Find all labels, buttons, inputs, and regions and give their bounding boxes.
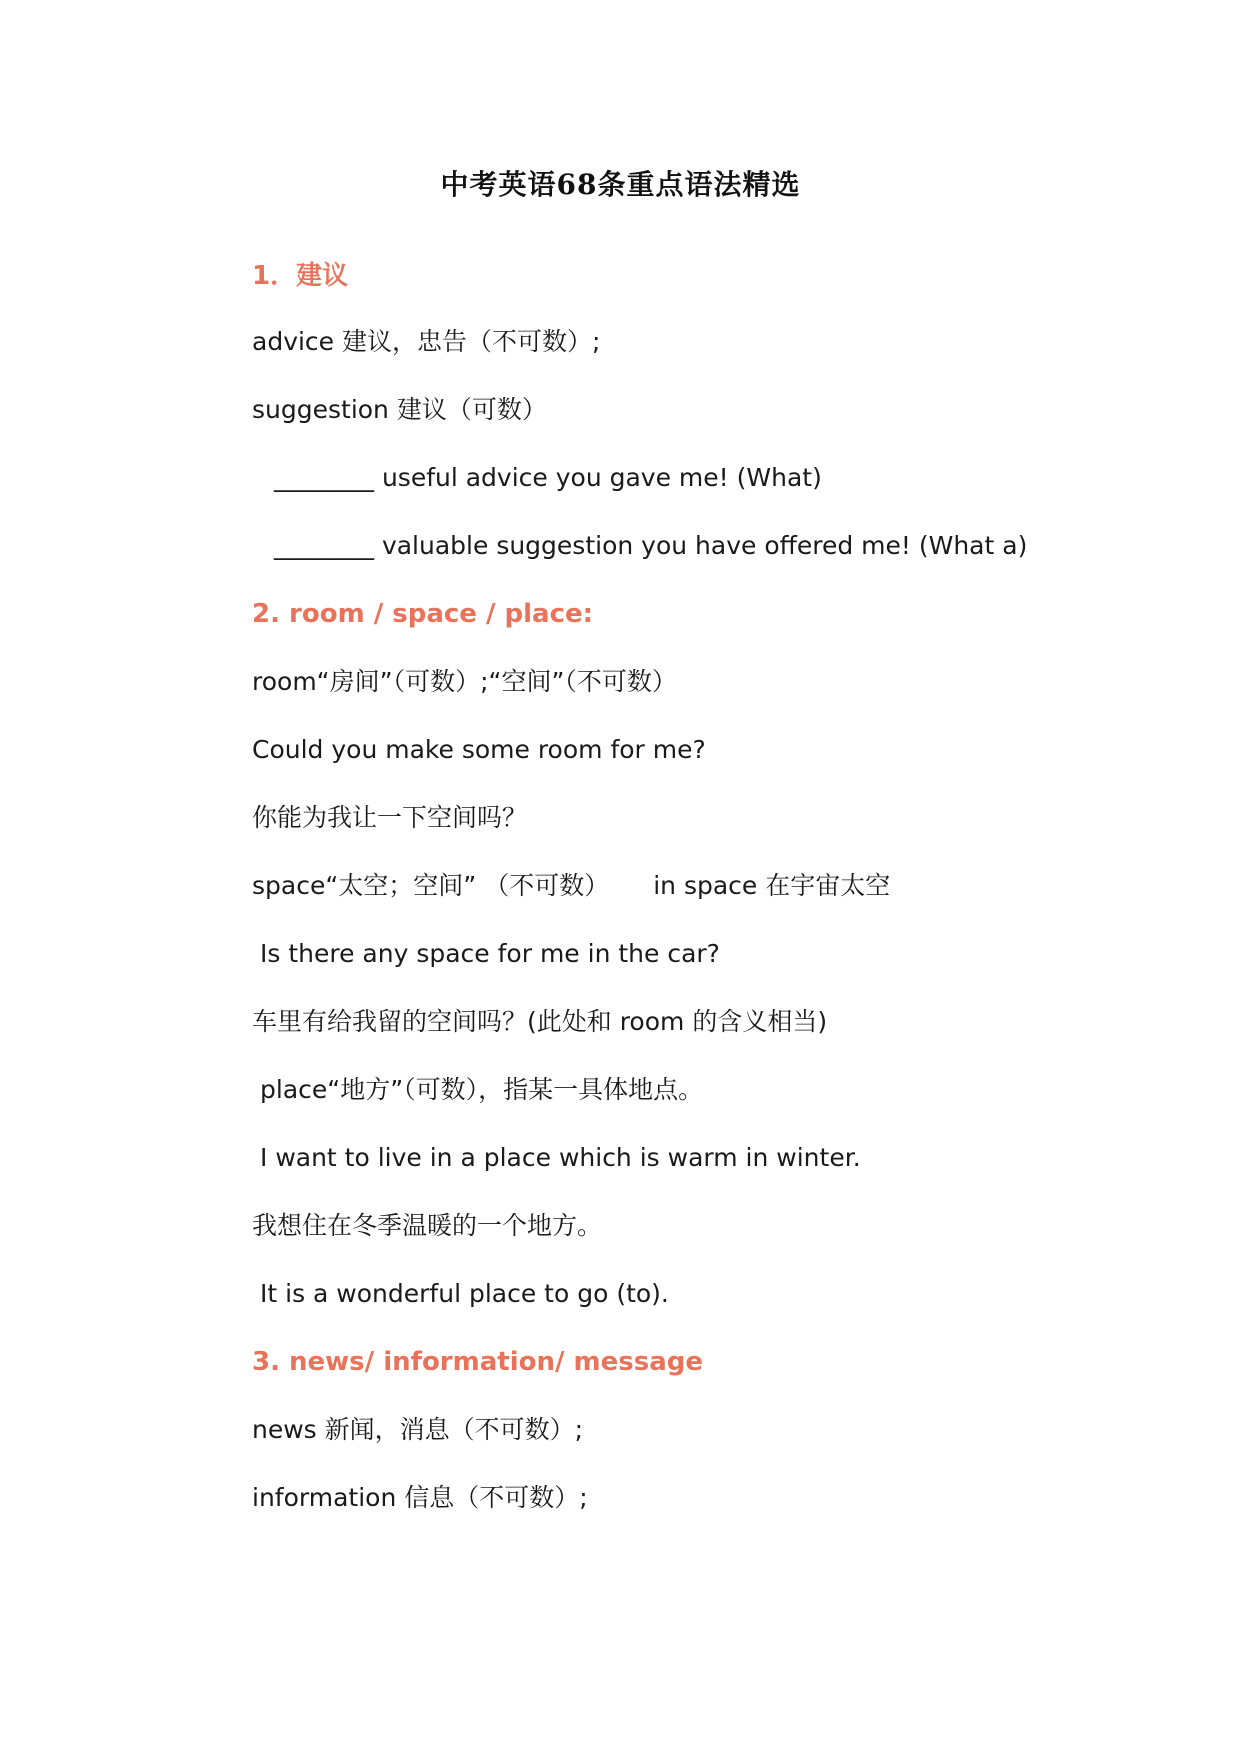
text-line: Is there any space for me in the car? bbox=[260, 939, 720, 968]
text-line: 你能为我让一下空间吗？ bbox=[252, 803, 528, 832]
text-line: 车里有给我留的空间吗？(此处和 room 的含义相当) bbox=[252, 1007, 828, 1036]
exercise-line: ________ valuable suggestion you have offered me! (What a) bbox=[274, 531, 1028, 560]
text-line: news 新闻，消息（不可数）; bbox=[252, 1415, 584, 1444]
text-line: place“地方”（可数），指某一具体地点。 bbox=[260, 1075, 704, 1104]
text-line: suggestion 建议（可数） bbox=[252, 395, 547, 424]
exercise-line: ________ useful advice you gave me! (What) bbox=[274, 463, 822, 492]
text-line: 我想住在冬季温暖的一个地方。 bbox=[252, 1211, 603, 1240]
section-heading-room-space-place: 2. room / space / place: bbox=[252, 599, 594, 629]
text-line: room“房间”（可数）;“空间”（不可数） bbox=[252, 667, 677, 696]
document-title: 中考英语68条重点语法精选 bbox=[440, 168, 801, 201]
text-line: It is a wonderful place to go (to). bbox=[260, 1279, 669, 1308]
section-heading-advice: 1．建议 bbox=[252, 261, 349, 291]
text-line: information 信息（不可数）; bbox=[252, 1483, 588, 1512]
text-line-space bbox=[252, 870, 890, 902]
text-line: Could you make some room for me? bbox=[252, 735, 706, 764]
text-line: advice 建议，忠告（不可数）; bbox=[252, 327, 601, 356]
text-segment: space“太空；空间” （不可数） bbox=[252, 871, 610, 900]
text-line: I want to live in a place which is warm in winter. bbox=[260, 1143, 861, 1172]
text-segment: in space 在宇宙太空 bbox=[653, 871, 891, 900]
section-heading-news-information-message: 3. news/ information/ message bbox=[252, 1347, 703, 1377]
